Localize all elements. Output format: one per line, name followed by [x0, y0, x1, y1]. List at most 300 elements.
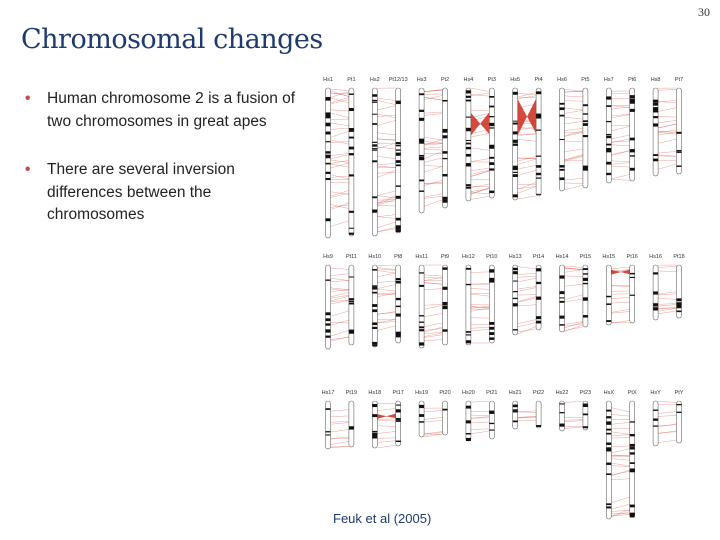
- orthology-connector: [611, 174, 629, 178]
- chromosome-band: [606, 97, 611, 100]
- chromosome-band: [419, 421, 424, 422]
- chromosome-band: [419, 155, 424, 157]
- chromosome-band: [513, 131, 518, 134]
- orthology-connector: [471, 327, 489, 328]
- orthology-connector: [518, 276, 536, 277]
- orthology-connector: [424, 153, 442, 154]
- orthology-connector: [518, 420, 536, 421]
- orthology-connector: [611, 126, 629, 130]
- orthology-connector: [424, 420, 442, 421]
- chromosome-band: [349, 301, 354, 302]
- chromosome-band: [396, 418, 401, 420]
- orthology-connector: [331, 278, 349, 280]
- orthology-connector: [611, 166, 629, 167]
- orthology-connector: [565, 156, 583, 161]
- orthology-connector: [377, 156, 395, 158]
- chromosome-band: [326, 279, 331, 280]
- chromosome-band: [396, 160, 401, 163]
- orthology-connector: [611, 145, 629, 146]
- chromosome-band: [466, 433, 471, 434]
- orthology-connector: [377, 441, 395, 443]
- chromosome-outline: [326, 401, 331, 449]
- chromosome-band: [396, 230, 401, 233]
- chromosome-band: [536, 92, 541, 93]
- chromosome-band: [349, 330, 354, 333]
- chromosome-band: [513, 172, 518, 173]
- orthology-connector: [424, 143, 442, 144]
- chromosome-band: [583, 273, 588, 274]
- orthology-connector: [565, 110, 583, 113]
- chromosome-label: Pt23: [579, 390, 592, 396]
- chromosome-band: [560, 107, 565, 110]
- chromosome-band: [583, 283, 588, 284]
- chromosome-band: [396, 314, 401, 317]
- orthology-connector: [424, 196, 442, 198]
- chromosome-label: Pt8: [394, 254, 403, 260]
- chromosome-label: Hs14: [555, 254, 569, 260]
- chromosome-band: [536, 156, 541, 157]
- chromosome-band: [326, 132, 331, 135]
- orthology-connector: [611, 161, 629, 162]
- chromosome-band: [372, 94, 377, 97]
- chromosome-outline: [372, 401, 377, 448]
- chromosome-outline: [677, 265, 682, 318]
- chromosome-band: [396, 142, 401, 144]
- chromosome-label: Hs22: [555, 390, 569, 396]
- chromosome-band: [349, 129, 354, 132]
- chromosome-label: HsY: [650, 390, 661, 396]
- chromosome-band: [443, 267, 448, 269]
- chromosome-band: [326, 408, 331, 410]
- orthology-connector: [424, 323, 442, 327]
- chromosome-band: [653, 124, 658, 127]
- chromosome-band: [513, 92, 518, 95]
- chromosome-band: [677, 132, 682, 134]
- orthology-connector: [611, 179, 629, 180]
- chromosome-band: [419, 405, 424, 408]
- orthology-connector: [471, 110, 489, 111]
- chromosome-band: [372, 142, 377, 143]
- orthology-connector: [471, 431, 489, 434]
- orthology-connector: [377, 205, 395, 206]
- chromosome-band: [466, 268, 471, 270]
- orthology-connector: [565, 178, 583, 180]
- chromosome-band: [326, 178, 331, 180]
- chromosome-outline: [419, 88, 424, 213]
- orthology-connector: [424, 141, 442, 143]
- chromosome-outline: [560, 265, 565, 332]
- chromosome-band: [489, 106, 494, 108]
- chromosome-band: [349, 426, 354, 429]
- orthology-connector: [658, 108, 676, 112]
- orthology-connector: [377, 163, 395, 164]
- orthology-connector: [424, 158, 442, 162]
- chromosome-band: [630, 514, 635, 515]
- chromosome-band: [372, 344, 377, 346]
- chromosome-outline: [419, 265, 424, 348]
- chromosome-band: [396, 225, 401, 227]
- chromosome-band: [536, 116, 541, 118]
- orthology-connector: [611, 438, 629, 439]
- orthology-connector: [471, 171, 489, 177]
- orthology-connector: [611, 422, 629, 424]
- orthology-connector: [331, 92, 349, 98]
- chromosome-label: Pt9: [440, 254, 450, 260]
- chromosome-band: [536, 130, 541, 131]
- chromosome-band: [349, 147, 354, 150]
- chromosome-band: [419, 329, 424, 331]
- chromosome-band: [372, 404, 377, 407]
- orthology-connector: [377, 284, 395, 288]
- chromosome-band: [560, 165, 565, 167]
- orthology-connector: [658, 164, 676, 169]
- chromosome-band: [583, 268, 588, 270]
- orthology-connector: [518, 329, 536, 332]
- chromosome-outline: [606, 88, 611, 183]
- chromosome-outline: [396, 401, 401, 446]
- chromosome-band: [653, 303, 658, 306]
- orthology-connector: [658, 431, 676, 434]
- chromosome-band: [513, 410, 518, 412]
- orthology-connector: [565, 89, 583, 91]
- chromosome-band: [349, 303, 354, 305]
- chromosome-band: [326, 336, 331, 338]
- chromosome-band: [583, 123, 588, 126]
- chromosome-band: [372, 196, 377, 198]
- chromosome-band: [513, 121, 518, 122]
- orthology-connector: [377, 265, 395, 266]
- orthology-connector: [424, 200, 442, 207]
- orthology-connector: [658, 116, 676, 117]
- chromosome-comparison-figure: [316, 72, 700, 530]
- chromosome-outline: [536, 88, 541, 196]
- chromosome-band: [419, 118, 424, 121]
- orthology-connector: [377, 408, 395, 410]
- chromosome-label: Hs12: [461, 254, 475, 260]
- chromosome-label: Pt15: [579, 254, 592, 260]
- chromosome-band: [677, 412, 682, 413]
- chromosome-band: [513, 405, 518, 408]
- orthology-connector: [471, 401, 489, 402]
- chromosome-band: [606, 503, 611, 505]
- chromosome-band: [606, 134, 611, 135]
- orthology-connector: [424, 275, 442, 276]
- chromosome-band: [630, 447, 635, 449]
- chromosome-band: [372, 100, 377, 101]
- chromosome-band: [583, 104, 588, 106]
- chromosome-band: [396, 405, 401, 406]
- orthology-connector: [611, 446, 629, 447]
- chromosome-band: [653, 291, 658, 293]
- orthology-connector: [331, 311, 349, 316]
- chromosome-band: [536, 321, 541, 324]
- chromosome-outline: [513, 265, 518, 335]
- chromosome-band: [489, 168, 494, 170]
- chromosome-label: Hs19: [415, 390, 429, 396]
- chromosome-band: [466, 334, 471, 335]
- chromosome-band: [653, 100, 658, 102]
- chromosome-label: PtX: [627, 390, 637, 396]
- chromosome-band: [653, 154, 658, 156]
- chromosome-band: [489, 157, 494, 159]
- chromosome-band: [630, 435, 635, 436]
- chromosome-label: Pt14: [532, 254, 545, 260]
- orthology-connector: [424, 411, 442, 412]
- orthology-connector: [424, 114, 442, 116]
- chromosome-band: [466, 284, 471, 285]
- orthology-connector: [377, 217, 395, 219]
- chromosome-label: Pt21: [486, 390, 498, 396]
- orthology-connector: [565, 108, 583, 110]
- orthology-connector: [658, 266, 676, 267]
- chromosome-outline: [489, 88, 494, 198]
- chromosome-label: PtY: [674, 390, 684, 396]
- chromosome-band: [466, 406, 471, 409]
- orthology-connector: [424, 166, 442, 167]
- chromosome-band: [536, 282, 541, 284]
- chromosome-band: [653, 293, 658, 294]
- orthology-connector: [518, 298, 536, 302]
- chromosome-band: [466, 187, 471, 189]
- chromosome-band: [419, 414, 424, 417]
- chromosome-band: [513, 140, 518, 143]
- chromosome-band: [677, 404, 682, 405]
- chromosome-band: [466, 147, 471, 149]
- chromosome-label: Pt16: [626, 254, 638, 260]
- chromosome-band: [536, 316, 541, 319]
- orthology-connector: [331, 330, 349, 336]
- chromosome-band: [513, 421, 518, 423]
- chromosome-band: [513, 268, 518, 270]
- orthology-connector: [565, 284, 583, 286]
- chromosome-band: [443, 329, 448, 331]
- chromosome-band: [349, 228, 354, 229]
- chromosome-band: [513, 303, 518, 306]
- chromosome-band: [677, 165, 682, 166]
- orthology-connector: [377, 147, 395, 149]
- chromosome-outline: [630, 401, 635, 517]
- chromosome-band: [560, 301, 565, 303]
- chromosome-band: [536, 297, 541, 300]
- chromosome-band: [372, 292, 377, 294]
- orthology-connector: [424, 305, 442, 309]
- chromosome-band: [443, 151, 448, 154]
- orthology-connector: [331, 268, 349, 269]
- orthology-connector: [471, 289, 489, 290]
- chromosome-band: [419, 139, 424, 141]
- inversion-marker: [377, 414, 395, 419]
- chromosome-band: [583, 413, 588, 415]
- chromosome-band: [489, 337, 494, 339]
- chromosome-band: [326, 312, 331, 313]
- chromosome-label: Pt2: [440, 77, 450, 83]
- orthology-connector: [424, 166, 442, 172]
- chromosome-band: [419, 322, 424, 323]
- chromosome-band: [396, 185, 401, 186]
- chromosome-band: [349, 276, 354, 277]
- chromosome-band: [489, 322, 494, 325]
- orthology-connector: [424, 289, 442, 290]
- chromosome-outline: [349, 401, 354, 447]
- chromosome-band: [326, 431, 331, 432]
- chromosome-label: Hs7: [603, 77, 614, 83]
- chromosome-outline: [489, 265, 494, 343]
- chromosome-band: [513, 174, 518, 177]
- chromosome-band: [606, 296, 611, 298]
- chromosome-band: [396, 149, 401, 150]
- chromosome-label: Pt11: [345, 254, 357, 260]
- orthology-connector: [565, 117, 583, 119]
- chromosome-band: [396, 101, 401, 104]
- chromosome-band: [326, 115, 331, 118]
- orthology-connector: [377, 133, 395, 135]
- orthology-connector: [658, 294, 676, 295]
- chromosome-band: [396, 420, 401, 422]
- orthology-connector: [471, 88, 489, 92]
- orthology-connector: [377, 222, 395, 228]
- chromosome-band: [419, 110, 424, 112]
- orthology-connector: [518, 278, 536, 282]
- chromosome-label: Pt20: [439, 390, 451, 396]
- chromosome-band: [606, 105, 611, 107]
- chromosome-band: [583, 166, 588, 169]
- chromosome-band: [326, 318, 331, 321]
- orthology-connector: [658, 151, 676, 153]
- chromosome-band: [419, 190, 424, 191]
- chromosome-band: [372, 150, 377, 151]
- orthology-connector: [377, 270, 395, 273]
- chromosome-band: [326, 172, 331, 174]
- chromosome-band: [349, 94, 354, 95]
- orthology-connector: [471, 133, 489, 137]
- chromosome-band: [560, 291, 565, 294]
- chromosome-band: [466, 96, 471, 98]
- orthology-connector: [424, 149, 442, 150]
- orthology-connector: [611, 107, 629, 109]
- orthology-connector: [611, 320, 629, 323]
- chromosome-label: HsX: [603, 390, 614, 396]
- orthology-connector: [611, 163, 629, 165]
- chromosome-band: [606, 447, 611, 449]
- chromosome-label: Pt22: [532, 390, 545, 396]
- orthology-connector: [518, 139, 536, 141]
- orthology-connector: [565, 427, 583, 428]
- chromosome-band: [372, 433, 377, 436]
- chromosome-band: [536, 268, 541, 271]
- chromosome-band: [560, 324, 565, 325]
- chromosome-band: [653, 116, 658, 118]
- chromosome-label: Hs2: [369, 77, 380, 83]
- chromosome-band: [443, 174, 448, 176]
- slide-title: Chromosomal changes: [21, 24, 323, 55]
- chromosome-band: [443, 129, 448, 131]
- page-number: 30: [698, 5, 710, 19]
- chromosome-band: [630, 421, 635, 422]
- chromosome-band: [372, 102, 377, 103]
- orthology-connector: [658, 298, 676, 299]
- orthology-connector: [658, 124, 676, 128]
- orthology-connector: [471, 429, 489, 430]
- orthology-connector: [611, 513, 629, 514]
- orthology-connector: [518, 286, 536, 288]
- orthology-connector: [471, 422, 489, 423]
- chromosome-label: Pt4: [534, 77, 543, 83]
- chromosome-band: [419, 140, 424, 143]
- chromosome-outline: [606, 265, 611, 325]
- orthology-connector: [658, 139, 676, 143]
- orthology-connector: [331, 110, 349, 111]
- chromosome-band: [653, 109, 658, 112]
- orthology-connector: [331, 123, 349, 126]
- chromosome-band: [513, 291, 518, 292]
- orthology-connector: [658, 311, 676, 314]
- orthology-connector: [518, 267, 536, 269]
- chromosome-outline: [677, 401, 682, 443]
- chromosome-band: [419, 315, 424, 316]
- orthology-connector: [331, 221, 349, 227]
- chromosome-band: [606, 303, 611, 305]
- chromosome-label: Hs18: [368, 390, 382, 396]
- chromosome-band: [326, 123, 331, 125]
- chromosome-band: [372, 148, 377, 149]
- chromosome-outline: [489, 401, 494, 439]
- orthology-connector: [658, 401, 676, 402]
- orthology-connector: [331, 280, 349, 281]
- orthology-connector: [471, 168, 489, 171]
- chromosome-band: [630, 95, 635, 98]
- orthology-connector: [658, 411, 676, 413]
- chromosome-band: [513, 123, 518, 125]
- chromosome-label: Hs8: [650, 77, 661, 83]
- orthology-connector: [611, 151, 629, 156]
- chromosome-label: Hs20: [461, 390, 475, 396]
- chromosome-band: [606, 473, 611, 475]
- orthology-connector: [518, 288, 536, 292]
- orthology-connector: [611, 135, 629, 139]
- chromosome-band: [326, 155, 331, 158]
- orthology-connector: [377, 114, 395, 118]
- chromosome-label: Hs10: [368, 254, 382, 260]
- orthology-connector: [377, 319, 395, 320]
- chromosome-outline: [536, 401, 541, 428]
- orthology-connector: [658, 120, 676, 123]
- orthology-connector: [424, 340, 442, 341]
- chromosome-band: [372, 144, 377, 146]
- chromosome-outline: [466, 88, 471, 201]
- chromosome-band: [606, 433, 611, 435]
- chromosome-label: Hs21: [508, 390, 522, 396]
- chromosome-band: [560, 177, 565, 180]
- orthology-connector: [565, 421, 583, 422]
- orthology-connector: [518, 94, 536, 95]
- chromosome-band: [466, 331, 471, 333]
- chromosome-band: [396, 298, 401, 300]
- orthology-connector: [565, 131, 583, 136]
- orthology-connector: [611, 302, 629, 303]
- orthology-connector: [331, 131, 349, 137]
- orthology-connector: [471, 186, 489, 187]
- chromosome-band: [560, 103, 565, 105]
- chromosome-band: [326, 329, 331, 332]
- orthology-connector: [518, 159, 536, 164]
- orthology-connector: [424, 112, 442, 113]
- orthology-connector: [331, 142, 349, 143]
- chromosome-band: [372, 342, 377, 344]
- chromosome-band: [372, 160, 377, 161]
- chromosome-outline: [606, 401, 611, 519]
- chromosome-band: [349, 137, 354, 139]
- orthology-connector: [565, 401, 583, 402]
